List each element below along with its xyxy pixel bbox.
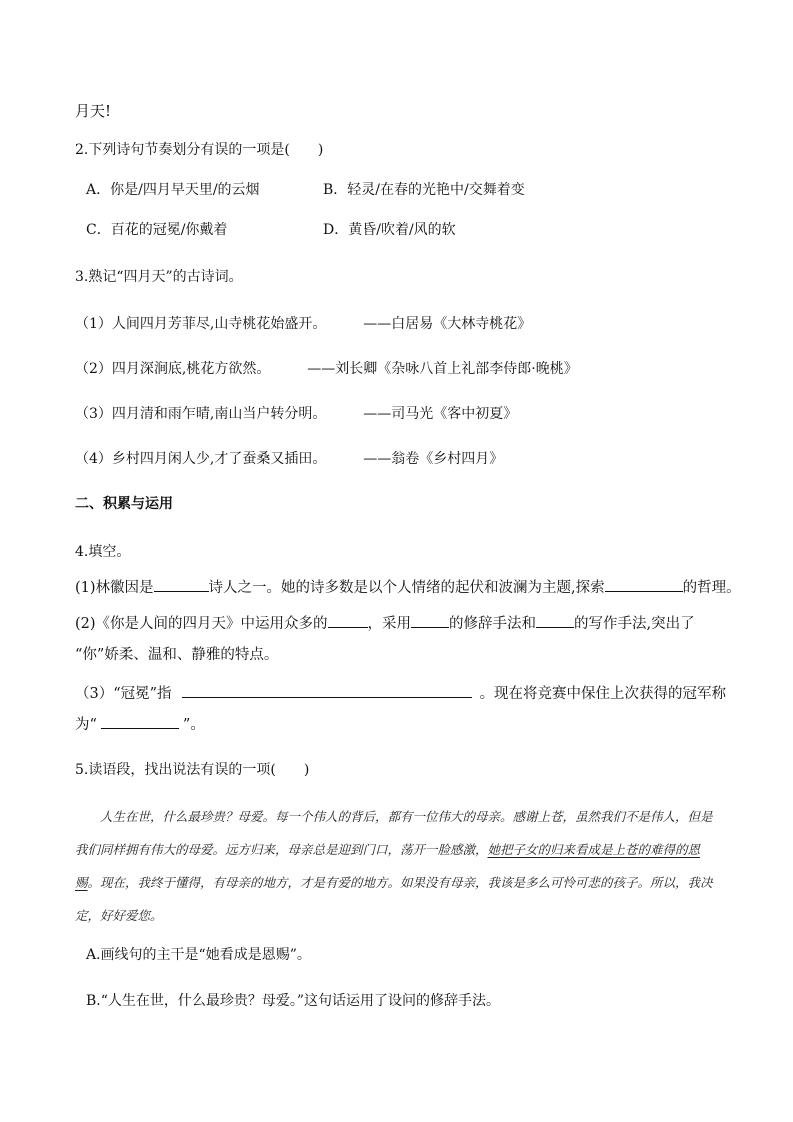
q2-option-a: A．你是/四月早天里/的云烟 [86, 182, 260, 198]
reading-passage [75, 800, 723, 932]
q2-stem: 2.下列诗句节奏划分有误的一项是( ) [75, 142, 324, 158]
fill-blank[interactable] [411, 613, 449, 628]
fill-blank[interactable] [154, 577, 209, 592]
q4-part-1 [75, 577, 741, 598]
fill-blank[interactable] [536, 613, 574, 628]
poem-source: ——刘长卿《杂咏八首上礼部李侍郎·晚桃》 [307, 361, 578, 377]
q4-part-3 [75, 683, 726, 704]
q3-item-2 [75, 359, 578, 379]
poem-line: （3）四月清和雨乍晴,南山当户转分明。 [75, 406, 327, 422]
text-segment: （3）“冠冕”指 [75, 686, 172, 702]
text-segment: 的写作手法,突出了 [574, 616, 695, 632]
poem-line: （4）乡村四月闲人少,才了蚕桑又插田。 [75, 451, 327, 467]
passage-text: 。现在，我终于懂得，有母亲的地方，才是有爱的地方。如果没有母亲，我该是多么可怜可悲的孩子。所以，我决定，好好爱您。 [75, 875, 713, 923]
poem-line: （1）人间四月芳菲尽,山寺桃花始盛开。 [75, 316, 327, 332]
text-segment: (1)林徽因是 [75, 580, 154, 596]
text-segment: ，采用 [367, 616, 412, 632]
q3-stem: 3.熟记“四月天”的古诗词。 [75, 269, 243, 285]
q5-stem: 5.读语段，找出说法有误的一项( ) [75, 762, 310, 778]
q3-item-1 [75, 314, 531, 334]
q4-part-3-line2 [75, 714, 205, 735]
poem-source: ——翁卷《乡村四月》 [363, 451, 504, 467]
top-fragment: 月天! [75, 102, 112, 120]
q3-item-4 [75, 449, 503, 469]
poem-line: （2）四月深涧底,桃花方欲然。 [75, 361, 271, 377]
text-segment: 。现在将竞赛中保住上次获得的冠军称 [479, 686, 727, 702]
poem-source: ——司马光《客中初夏》 [363, 406, 518, 422]
passage-text: 人生在世，什么最珍贵？母爱。每一个伟人的背后，都有一位伟大的母亲。感谢上苍，虽然我们不是伟人，但是我们同样拥有伟大的母爱。远方归来，母亲总是迎到门口，荡开一脸感激， [75, 809, 713, 857]
fill-blank[interactable] [328, 613, 368, 628]
text-segment: 的哲理。 [682, 580, 741, 596]
text-segment: 为“ [75, 717, 97, 733]
fill-blank[interactable] [101, 714, 179, 729]
text-segment: (2)《你是人间的四月天》中运用众多的 [75, 616, 328, 632]
underlined-sentence: 她把子女的归来看成是上苍的难得的恩赐 [75, 842, 701, 890]
q2-option-c: C．百花的冠冕/你戴着 [86, 222, 228, 238]
q2-option-b: B．轻灵/在春的光艳中/交舞着变 [323, 182, 525, 198]
fill-blank[interactable] [182, 683, 472, 698]
fill-blank[interactable] [605, 577, 683, 592]
text-segment: 的修辞手法和 [449, 616, 537, 632]
text-segment: ”。 [182, 717, 205, 733]
q4-part-2 [75, 613, 695, 634]
q2-option-d: D．黄昏/吹着/风的软 [323, 222, 456, 238]
q3-item-3 [75, 404, 517, 424]
text-segment: 诗人之一。她的诗多数是以个人情绪的起伏和波澜为主题,探索 [208, 580, 605, 596]
q5-option-b: B.“人生在世，什么最珍贵？母爱。”这句话运用了设问的修辞手法。 [86, 993, 501, 1009]
q4-stem: 4.填空。 [75, 544, 131, 560]
q5-option-a: A.画线句的主干是“她看成是恩赐”。 [86, 947, 311, 963]
poem-source: ——白居易《大林寺桃花》 [363, 316, 532, 332]
section-title: 二、积累与运用 [75, 496, 173, 512]
q4-part-2-line2: “你”娇柔、温和、静雅的特点。 [75, 647, 279, 663]
